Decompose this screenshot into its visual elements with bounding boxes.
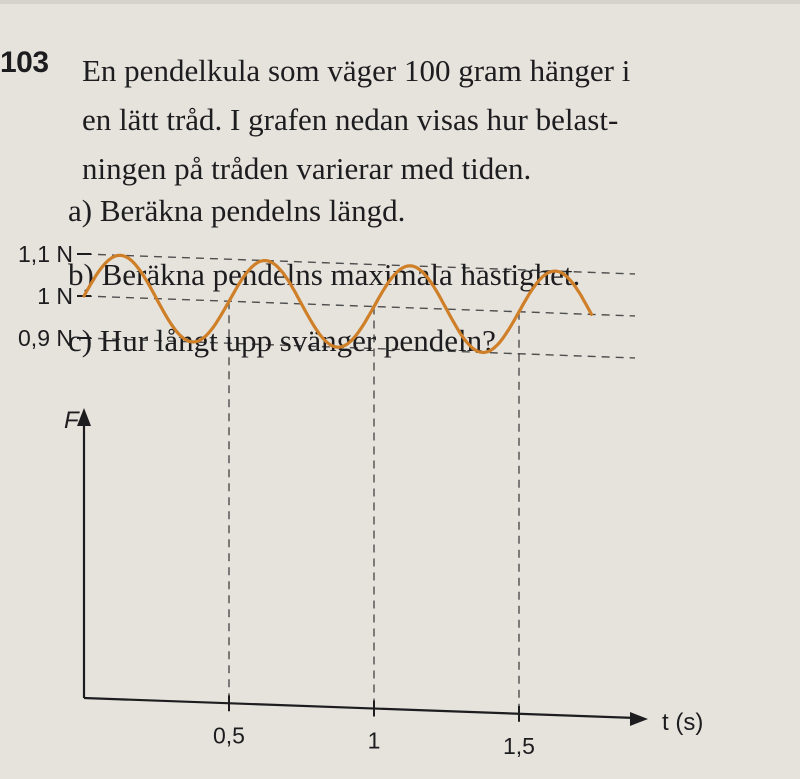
- ticks: [18, 241, 535, 759]
- problem-number: 103: [0, 46, 49, 79]
- question-b: b) Beräkna pendelns maximala hastighet.: [68, 257, 581, 292]
- x-tick-label: 0,5: [213, 722, 245, 749]
- y-guide-line: [84, 338, 635, 358]
- x-axis-arrow-icon: [630, 712, 648, 726]
- x-axis-label: t (s): [662, 709, 704, 736]
- x-axis-line: [84, 698, 636, 718]
- question-a: a) Beräkna pendelns längd.: [68, 193, 406, 228]
- force-curve: [84, 255, 592, 352]
- problem-line: en lätt tråd. I grafen nedan visas hur belast-: [82, 102, 619, 137]
- y-axis-arrow-icon: [77, 408, 91, 426]
- y-tick-label: 1,1 N: [18, 241, 73, 267]
- axes: [64, 407, 703, 736]
- problem-line: En pendelkula som väger 100 gram hänger i: [82, 53, 631, 88]
- y-guide-line: [84, 296, 635, 316]
- y-axis-label: F: [64, 407, 79, 434]
- dashed-guide-lines: [84, 254, 635, 706]
- y-tick-label: 1 N: [37, 283, 73, 309]
- x-tick-label: 1: [367, 727, 381, 754]
- x-tick-label: 1,5: [503, 732, 535, 759]
- question-c: c) Hur långt upp svänger pendeln?: [68, 323, 496, 358]
- problem-line: ningen på tråden varierar med tiden.: [82, 151, 532, 186]
- y-tick-label: 0,9 N: [18, 325, 73, 351]
